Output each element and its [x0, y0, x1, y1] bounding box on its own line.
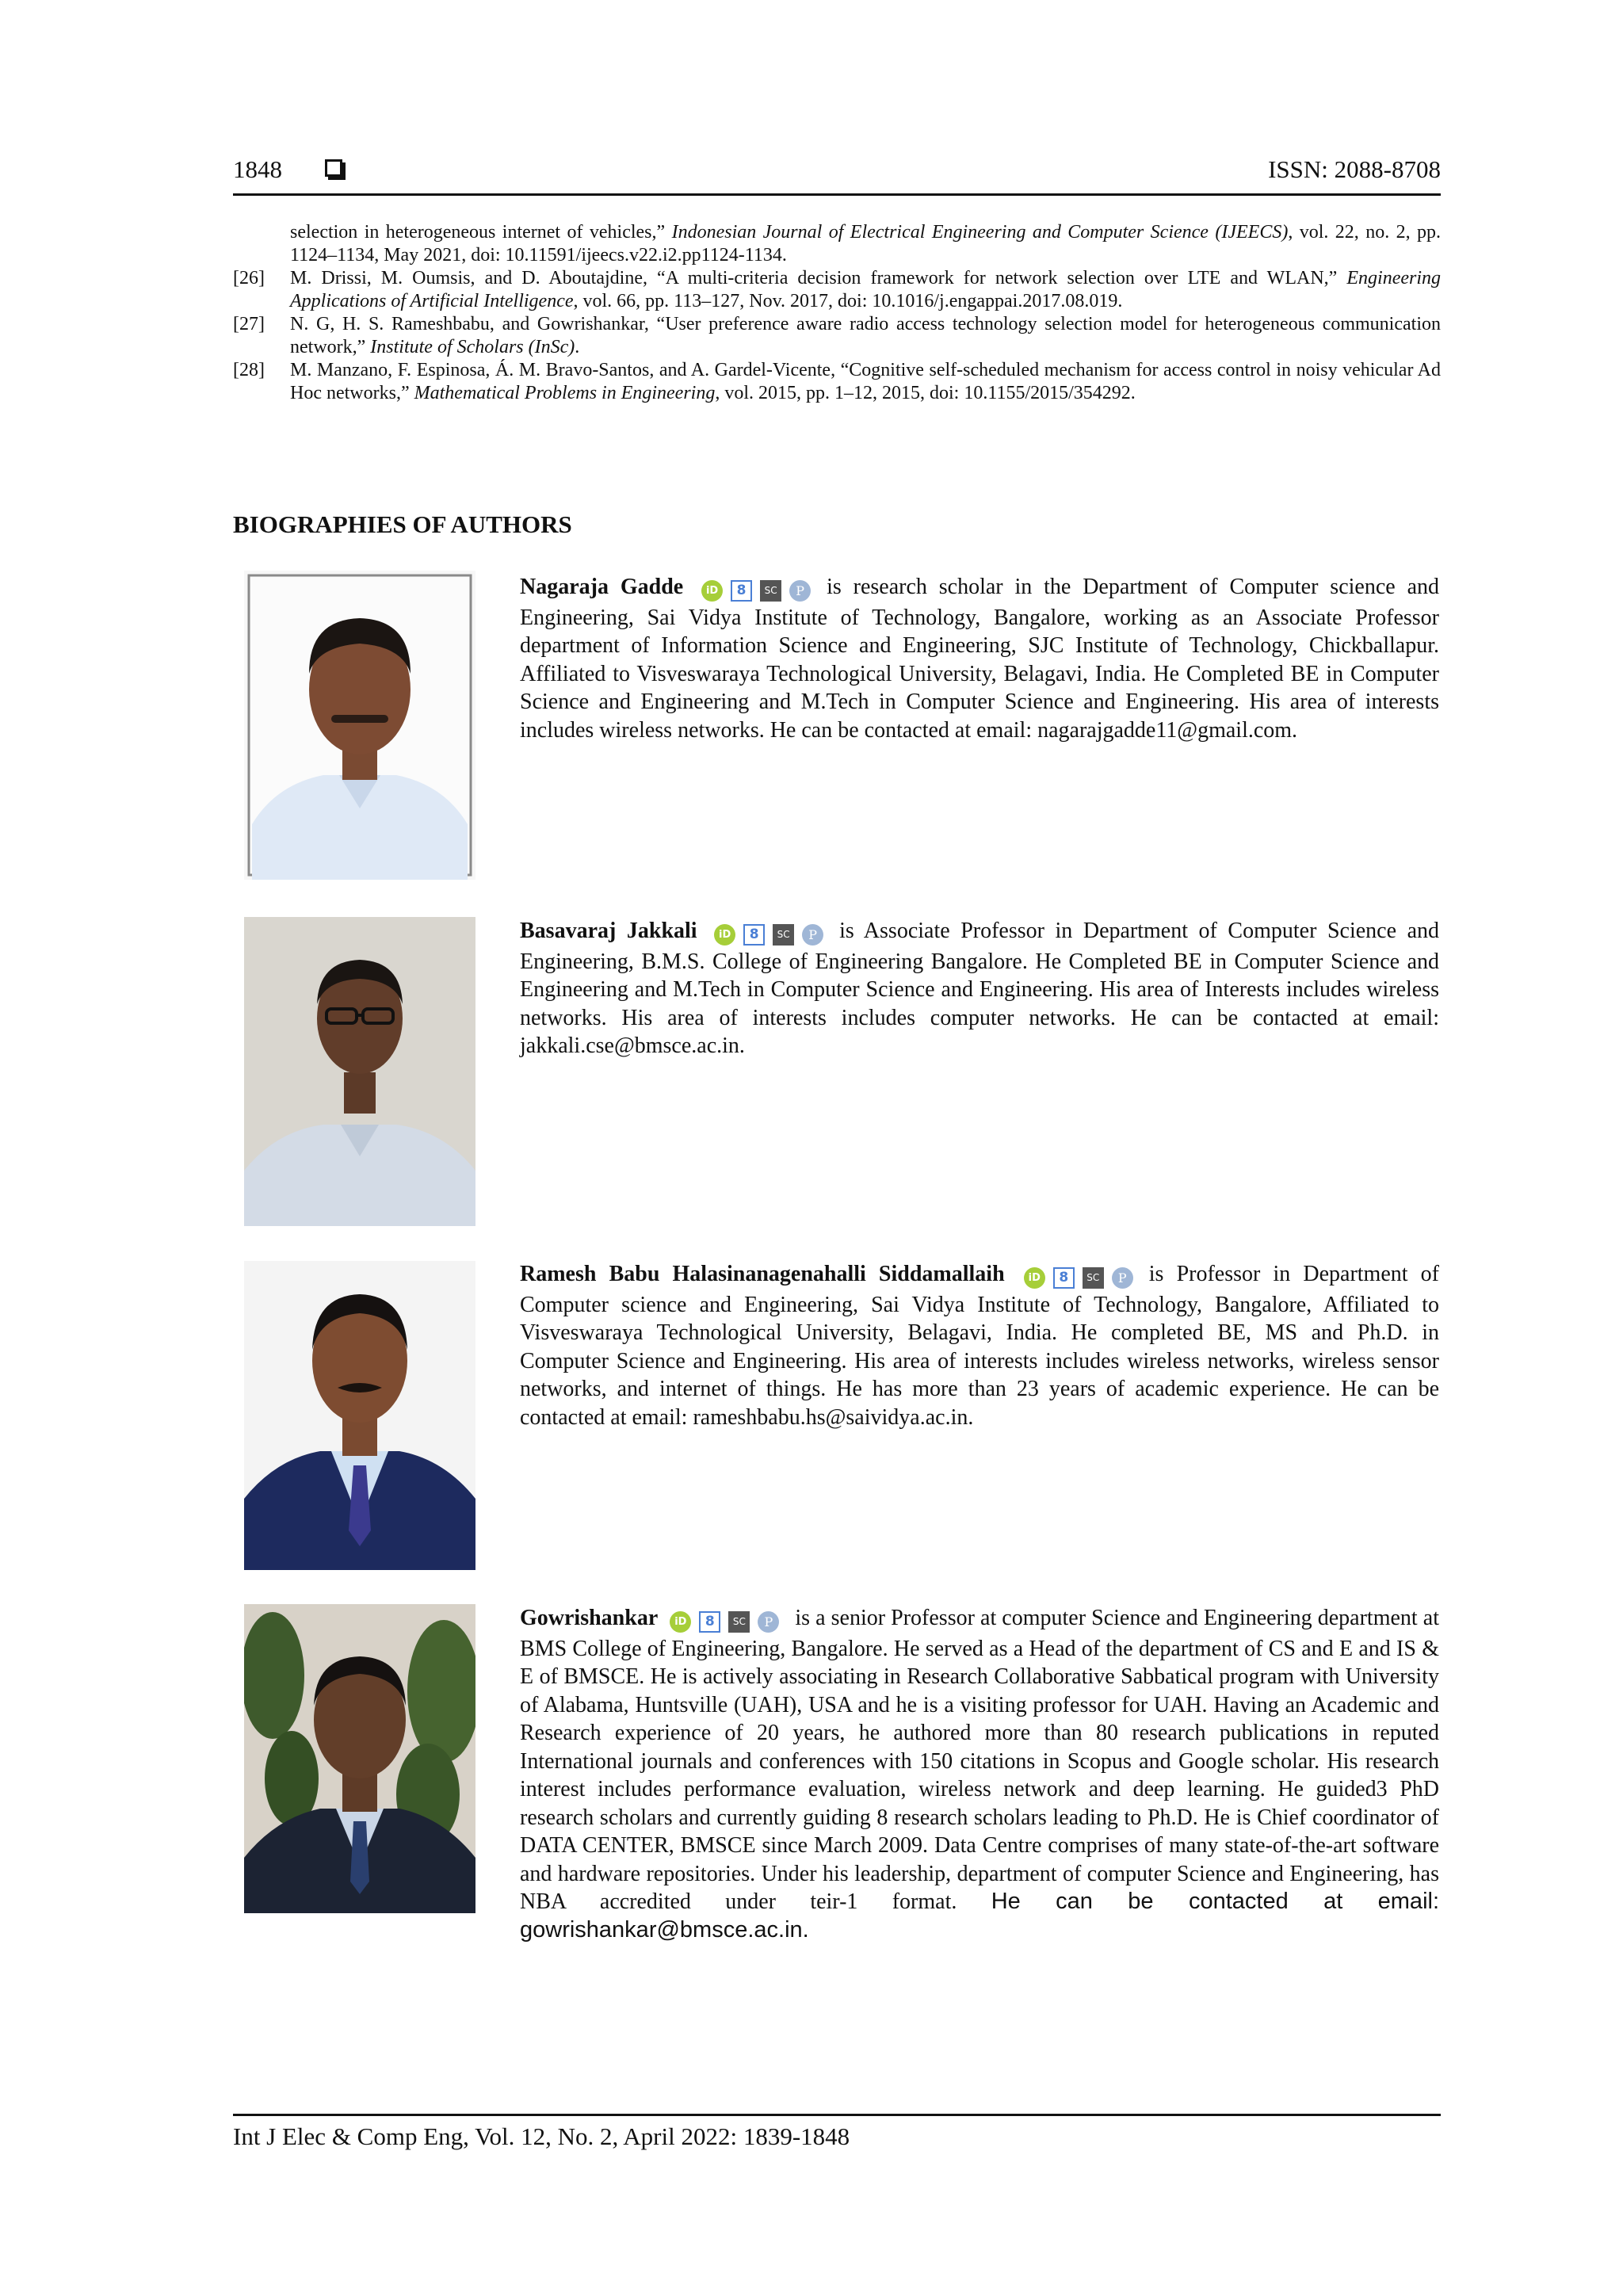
orcid-icon[interactable]: iD: [1024, 1267, 1045, 1289]
profile-icons: [714, 919, 831, 948]
reference-venue: Institute of Scholars (InSc): [370, 337, 575, 357]
author-bio: [520, 573, 1439, 744]
google-scholar-icon[interactable]: 8: [699, 1611, 720, 1633]
author-name: Gowrishankar: [520, 1606, 659, 1630]
author-photo: [244, 1604, 475, 1913]
author-description: is Associate Professor in Department of Computer Science and Engineering, B.M.S. College of Engineering Bangalore. He Completed BE in Computer Science and Engineering and M.Tech in Computer Science and Engineering. His area of Interests includes wireless networks. His area of interests includes computer networks. He can be contacted at email: jakkali.cse@bmsce.ac.in.: [520, 919, 1439, 1058]
author-name: Basavaraj Jakkali: [520, 919, 697, 943]
author-photo: [244, 917, 475, 1226]
reference-item: [233, 313, 1441, 359]
issn: ISSN: 2088-8708: [1268, 155, 1441, 183]
biographies-heading: BIOGRAPHIES OF AUTHORS: [233, 510, 572, 538]
orcid-icon[interactable]: iD: [714, 924, 735, 946]
google-scholar-icon[interactable]: 8: [731, 580, 752, 602]
reference-details: , vol. 2015, pp. 1–12, 2015, doi: 10.1155/2015/354292.: [715, 383, 1136, 403]
reference-item: [233, 359, 1441, 405]
author-description: is research scholar in the Department of Computer science and Engineering, Sai Vidya Institute of Technology, Bangalore, working as an Associate Professor department of Information Science and Engineering, SJC Institute of Technology, Chickballapur. Affiliated to Visveswaraya Technological University, Belagavi, India. He Completed BE in Computer Science and Engineering and M.Tech in Computer Science and Engineering. His area of interests includes wireless networks. He can be contacted at email: nagarajgadde11@gmail.com.: [520, 575, 1439, 743]
publons-icon[interactable]: P: [758, 1611, 779, 1633]
references-list: [233, 221, 1441, 405]
reference-text: N. G, H. S. Rameshbabu, and Gowrishankar, “User preference aware radio access technology selection model for heterogeneous communication network,”: [290, 314, 1441, 357]
reference-text: selection in heterogeneous internet of vehicles,”: [290, 222, 666, 243]
author-photo: [244, 571, 475, 880]
profile-icons: [1024, 1263, 1141, 1291]
reference-text: M. Manzano, F. Espinosa, Á. M. Bravo-Santos, and A. Gardel-Vicente, “Cognitive self-scheduled mechanism for access control in noisy vehicular Ad Hoc networks,”: [290, 360, 1441, 403]
author-photo-image: [244, 571, 475, 880]
publons-icon[interactable]: P: [789, 580, 811, 602]
author-name: Ramesh Babu Halasinanagenahalli Siddamallaih: [520, 1262, 1005, 1286]
reference-item: [233, 221, 1441, 267]
reference-venue: Engineering Applications of Artificial Intelligence: [290, 268, 1442, 311]
scopus-icon[interactable]: SC: [760, 580, 781, 602]
google-scholar-icon[interactable]: 8: [743, 924, 765, 946]
author-bio: [520, 1260, 1439, 1431]
author-contact: He can be contacted at email: gowrishankar@bmsce.ac.in.: [520, 1889, 1440, 1943]
page-header: [233, 155, 1441, 196]
reference-number: [28]: [233, 360, 265, 380]
reference-number: [27]: [233, 314, 265, 334]
scopus-icon[interactable]: SC: [1083, 1267, 1104, 1289]
scopus-icon[interactable]: SC: [773, 924, 794, 946]
reference-details: , vol. 66, pp. 113–127, Nov. 2017, doi: 10.1016/j.engappai.2017.08.019.: [573, 291, 1123, 311]
publons-icon[interactable]: P: [802, 924, 823, 946]
publons-icon[interactable]: P: [1112, 1267, 1133, 1289]
orcid-icon[interactable]: iD: [670, 1611, 691, 1633]
orcid-icon[interactable]: iD: [701, 580, 723, 602]
author-description: is Professor in Department of Computer science and Engineering, Sai Vidya Institute of Technology, Bangalore, Affiliated to Visveswaraya Technological University, Belagavi, India. He completed BE, MS and Ph.D. in Computer Science and Engineering. His area of interests includes wireless networks, wireless sensor networks, and internet of things. He has more than 23 years of academic experience. He can be contacted at email: rameshbabu.hs@saividya.ac.in.: [520, 1262, 1439, 1430]
author-photo-image: [244, 1604, 475, 1913]
page-number: 1848: [233, 155, 282, 183]
scopus-icon[interactable]: SC: [728, 1611, 750, 1633]
box-icon: [325, 159, 342, 177]
author-photo-image: [244, 1261, 475, 1570]
reference-number: [26]: [233, 268, 265, 288]
author-description: is a senior Professor at computer Science and Engineering department at BMS College of Engineering, Bangalore. He served as a Head of the department of CS and E and IS & E of BMSCE. He is actively associating in Research Collaborative Sabbatical program with University of Alabama, Huntsville (UAH), USA and he is a visiting professor for UAH. Having an Academic and Research experience of 20 years, he authored more than 80 research publications in reputed International journals and conferences with 150 citations in Scopus and Google scholar. His research interest includes performance evaluation, wireless network and deep learning. He guided3 PhD research scholars and currently guiding 8 research scholars leading to Ph.D. He is Chief coordinator of DATA CENTER, BMSCE since March 2009. Data Centre comprises of many state-of-the-art software and hardware repositories. Under his leadership, department of computer Science and Engineering, has NBA accredited under teir-1 format.: [520, 1606, 1439, 1914]
profile-icons: [670, 1606, 787, 1635]
page-footer: Int J Elec & Comp Eng, Vol. 12, No. 2, April 2022: 1839-1848: [233, 2114, 1441, 2151]
reference-text: M. Drissi, M. Oumsis, and D. Aboutajdine, “A multi-criteria decision framework for network selection over LTE and WLAN,”: [290, 268, 1338, 288]
profile-icons: [701, 575, 819, 604]
author-photo: [244, 1261, 475, 1570]
reference-item: [233, 267, 1441, 313]
author-bio: [520, 1604, 1439, 1944]
reference-venue: Indonesian Journal of Electrical Engineering and Computer Science (IJEECS): [671, 222, 1289, 243]
author-photo-image: [244, 917, 475, 1226]
reference-details: .: [575, 337, 580, 357]
google-scholar-icon[interactable]: 8: [1053, 1267, 1075, 1289]
author-name: Nagaraja Gadde: [520, 575, 684, 599]
reference-details: , vol. 22, no. 2, pp. 1124–1134, May 2021, doi: 10.11591/ijeecs.v22.i2.pp1124-1134.: [290, 222, 1442, 266]
reference-venue: Mathematical Problems in Engineering: [414, 383, 716, 403]
author-bio: [520, 917, 1439, 1060]
